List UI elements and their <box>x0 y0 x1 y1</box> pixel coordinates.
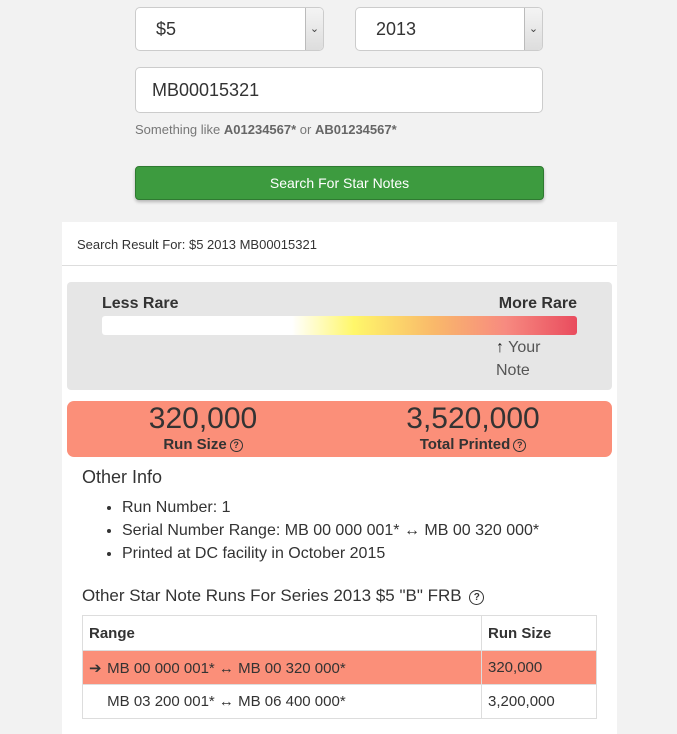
your-note-label-2: Note <box>496 362 530 379</box>
serial-number-input[interactable] <box>135 67 543 113</box>
table-row[interactable] <box>83 685 597 719</box>
search-star-notes-button[interactable]: Search For Star Notes <box>135 166 544 200</box>
serial-hint: Something like A01234567* or AB01234567* <box>135 122 397 137</box>
range-column-header: Range <box>83 616 482 651</box>
your-note-label-1: Your <box>508 339 541 356</box>
more-rare-label: More Rare <box>498 295 577 312</box>
arrow-up-icon: ↑ <box>496 339 504 356</box>
year-select[interactable] <box>355 7 543 51</box>
result-panel <box>62 222 617 734</box>
run-size-stat <box>67 401 339 454</box>
denomination-value: $5 <box>156 19 177 39</box>
rarity-scale <box>67 282 612 390</box>
total-printed-label: Total Printed <box>419 436 511 453</box>
table-row[interactable] <box>83 651 597 685</box>
total-printed-stat <box>337 401 609 454</box>
denomination-select[interactable] <box>135 7 324 51</box>
other-info-title: Other Info <box>82 467 163 487</box>
run-size-cell: 320,000 <box>482 651 597 685</box>
help-icon[interactable]: ? <box>513 439 526 452</box>
year-value: 2013 <box>376 19 417 39</box>
other-runs-title: Other Star Note Runs For Series 2013 $5 "B" FRB ? <box>82 586 484 606</box>
run-size-cell: 3,200,000 <box>482 685 597 719</box>
run-size-value: 320,000 <box>148 402 258 435</box>
total-printed-value: 3,520,000 <box>406 402 540 435</box>
search-result-heading: Search Result For: $5 2013 MB00015321 <box>62 222 617 266</box>
other-info-list <box>105 496 539 565</box>
chevron-down-icon[interactable]: ⌄ <box>305 8 323 50</box>
rarity-gradient-bar <box>102 316 577 335</box>
help-icon[interactable]: ? <box>230 439 243 452</box>
help-icon[interactable]: ? <box>469 590 484 605</box>
arrow-right-icon: ➔ <box>89 659 102 677</box>
list-item: • Run Number: 1 <box>122 496 539 519</box>
less-rare-label: Less Rare <box>102 295 179 312</box>
table-header-row <box>83 616 597 651</box>
run-size-label: Run Size <box>163 436 227 453</box>
list-item: • Serial Number Range: MB 00 000 001* ↔ MB 00 320 000* <box>122 519 539 542</box>
range-cell: MB 03 200 001* ↔ MB 06 400 000* <box>83 685 482 719</box>
your-note-marker <box>496 336 540 382</box>
stats-banner <box>67 401 612 457</box>
chevron-down-icon[interactable]: ⌄ <box>524 8 542 50</box>
list-item: • Printed at DC facility in October 2015 <box>122 542 539 565</box>
other-runs-table <box>82 615 597 719</box>
range-cell: ➔ MB 00 000 001* ↔ MB 00 320 000* <box>83 651 482 685</box>
run-size-column-header: Run Size <box>482 616 597 651</box>
